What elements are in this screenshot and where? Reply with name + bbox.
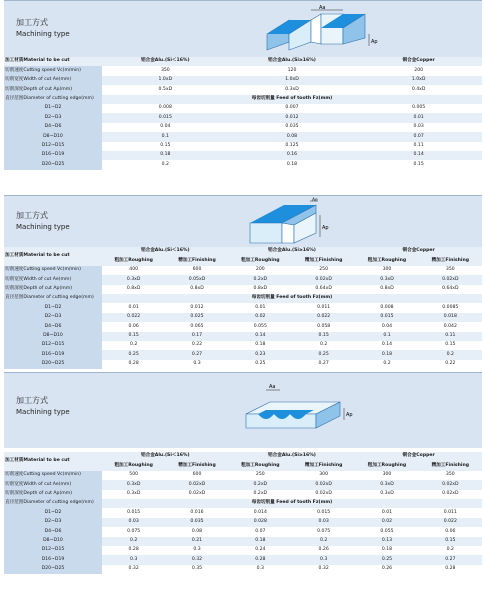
feed-value: 0.21 — [165, 537, 228, 546]
diagram-label-ap: Ap — [371, 39, 378, 45]
feed-value: 0.03 — [292, 518, 355, 527]
param-value: 0.8xD — [380, 285, 394, 291]
param-value: 0.02xD — [315, 490, 332, 496]
feed-value: 0.03 — [102, 518, 165, 527]
feed-value: 0.04 — [160, 124, 171, 130]
diameter-label: 直径范围Diameter of cutting edge(mm) — [4, 95, 102, 104]
diameter-range: D1~D2 — [4, 508, 102, 517]
feed-value: 0.07 — [255, 528, 266, 534]
feed-value: 0.3 — [292, 555, 355, 564]
feed-value: 0.015 — [355, 313, 418, 322]
section-1-title-cn: 加工方式 — [16, 18, 48, 27]
param-value: 1.0xD — [102, 76, 229, 85]
feed-value: 0.025 — [165, 313, 228, 322]
feed-value: 0.01 — [128, 304, 139, 310]
feed-value: 0.01 — [255, 304, 266, 310]
param-value: 0.8xD — [253, 285, 268, 291]
diameter-range: D16~D19 — [4, 555, 102, 564]
diameter-range: D8~D10 — [4, 132, 102, 141]
feed-value: 0.26 — [318, 547, 329, 553]
diameter-range: D12~D15 — [4, 341, 102, 350]
subhead-finishing: 精加工Finishing — [165, 256, 228, 265]
feed-value: 0.11 — [413, 142, 424, 148]
feed-value: 0.22 — [445, 361, 456, 367]
param-value: 0.2xD — [253, 490, 268, 496]
diameter-range: D4~D6 — [4, 123, 102, 132]
feed-value: 0.14 — [229, 332, 292, 341]
param-label: 切削深度Depth of cut Ap(mm) — [4, 285, 102, 294]
feed-value: 0.17 — [165, 332, 228, 341]
param-value: 500 — [129, 472, 139, 478]
feed-value: 0.18 — [229, 537, 292, 546]
feed-value: 0.26 — [381, 566, 393, 572]
feed-value: 0.28 — [128, 361, 139, 367]
feed-value: 0.32 — [318, 566, 329, 572]
subhead-finishing: 精加工Finishing — [419, 461, 482, 470]
subhead-finishing: 精加工Finishing — [165, 461, 228, 470]
material-col-2: 铝合金Alu.(Si≥16%) — [229, 247, 356, 256]
section-3 — [4, 372, 482, 601]
subhead-finishing: 精加工Finishing — [292, 256, 355, 265]
param-value: 0.8xD — [126, 285, 141, 291]
material-col-3: 铜合金Copper — [355, 57, 482, 66]
param-value: 0.3xD — [285, 86, 299, 92]
feed-value: 0.058 — [317, 323, 331, 329]
feed-value: 0.042 — [443, 323, 457, 329]
param-value: 0.4xD — [411, 86, 426, 92]
param-value: 1.0xD — [229, 76, 356, 85]
feed-value: 0.035 — [285, 124, 299, 130]
param-value: 0.5xD — [158, 86, 173, 92]
diameter-range: D2~D3 — [4, 518, 102, 527]
feed-value: 0.3 — [193, 361, 201, 367]
section-3-title-cn: 加工方式 — [16, 396, 48, 405]
section-3-title-en: Machining type — [16, 408, 70, 416]
diagram-label-ae: Ae — [312, 198, 318, 203]
feed-value: 0.25 — [355, 555, 418, 564]
section-2-title-cn: 加工方式 — [16, 211, 48, 220]
section-1-table — [4, 57, 482, 170]
feed-value: 0.13 — [355, 537, 418, 546]
feed-value: 0.03 — [413, 124, 424, 130]
section-2-table — [4, 247, 482, 369]
feed-value: 0.28 — [229, 555, 292, 564]
feed-value: 0.14 — [381, 342, 393, 348]
section-2 — [4, 195, 482, 368]
param-label: 切削宽度Width of cut Ae(mm) — [4, 275, 102, 284]
feed-value: 0.022 — [292, 313, 355, 322]
feed-value: 0.27 — [165, 350, 228, 359]
material-col-1: 铝合金Alu.(Si＜16%) — [102, 452, 229, 461]
feed-value: 0.28 — [128, 547, 139, 553]
side-milling-diagram — [244, 197, 354, 247]
param-value: 0.2xD — [229, 275, 292, 284]
diameter-range: D2~D3 — [4, 313, 102, 322]
feed-value: 0.3 — [102, 555, 165, 564]
subhead-finishing: 精加工Finishing — [292, 461, 355, 470]
material-col-3: 铜合金Copper — [355, 247, 482, 256]
feed-value: 0.27 — [419, 555, 482, 564]
diameter-range: D16~D19 — [4, 350, 102, 359]
param-value: 300 — [319, 472, 329, 478]
feed-value: 0.1 — [355, 332, 418, 341]
feed-value: 0.32 — [128, 566, 139, 572]
param-value: 0.3xD — [102, 480, 165, 489]
material-col-1: 铝合金Alu.(Si＜16%) — [102, 247, 229, 256]
feed-value: 0.012 — [190, 304, 204, 310]
feed-value: 0.24 — [255, 547, 266, 553]
section-3-header — [4, 372, 482, 448]
feed-value: 0.015 — [127, 509, 141, 515]
feed-value: 0.08 — [229, 132, 356, 141]
feed-value: 0.15 — [413, 161, 424, 167]
feed-value: 0.022 — [419, 518, 482, 527]
feed-value: 0.065 — [190, 323, 204, 329]
param-value: 0.3xD — [126, 490, 141, 496]
diagram-label-ap: Ap — [346, 412, 353, 418]
feed-value: 0.075 — [127, 528, 141, 534]
diameter-label: 直径范围Diameter of cutting edge(mm) — [4, 294, 102, 303]
param-label: 切削深度Depth of cut Ap(mm) — [4, 490, 102, 499]
feed-value: 0.2 — [383, 361, 391, 367]
material-label: 加工材质Material to be cut — [4, 57, 102, 66]
diameter-range: D16~D19 — [4, 151, 102, 160]
feed-value: 0.3 — [193, 547, 201, 553]
feed-value: 0.18 — [255, 342, 266, 348]
param-value: 250 — [255, 472, 265, 478]
grooving-diagram — [240, 376, 360, 446]
feed-value: 0.25 — [102, 350, 165, 359]
feed-value: 0.012 — [229, 113, 356, 122]
section-1-header — [4, 0, 482, 58]
feed-value: 0.22 — [191, 342, 203, 348]
param-label: 切削速度Cutting speed Vc(m/min) — [4, 66, 102, 75]
diameter-range: D1~D2 — [4, 303, 102, 312]
feed-value: 0.18 — [355, 350, 418, 359]
feed-value: 0.005 — [412, 105, 426, 111]
param-value: 200 — [414, 67, 424, 73]
param-value: 0.3xD — [355, 275, 418, 284]
feed-value: 0.015 — [317, 509, 331, 515]
subhead-roughing: 粗加工Roughing — [355, 256, 418, 265]
feed-value: 0.2 — [130, 342, 138, 348]
param-label: 切削宽度Width of cut Ae(mm) — [4, 76, 102, 85]
feed-value: 0.16 — [229, 151, 356, 160]
subhead-roughing: 粗加工Roughing — [355, 461, 418, 470]
param-value: 0.8xD — [190, 285, 204, 291]
diagram-label-ap: Ap — [322, 225, 329, 231]
feed-value: 0.32 — [165, 555, 228, 564]
param-value: 250 — [319, 267, 329, 273]
param-value: 0.3xD — [380, 490, 394, 496]
param-value: 200 — [255, 267, 265, 273]
feed-value: 0.3 — [256, 566, 264, 572]
param-label: 切削深度Depth of cut Ap(mm) — [4, 85, 102, 94]
param-value: 1.0xD — [355, 76, 482, 85]
feed-value: 0.028 — [229, 518, 292, 527]
param-value: 350 — [445, 472, 455, 478]
material-col-3: 铜合金Copper — [355, 452, 482, 461]
diameter-range: D12~D15 — [4, 142, 102, 151]
diameter-range: D12~D15 — [4, 546, 102, 555]
section-1-title-en: Machining type — [16, 30, 70, 38]
feed-value: 0.04 — [381, 323, 393, 329]
param-label: 切削宽度Width of cut Ae(mm) — [4, 480, 102, 489]
param-value: 350 — [445, 267, 455, 273]
material-col-2: 铝合金Alu.(Si≥16%) — [229, 452, 356, 461]
feed-value: 0.06 — [128, 323, 139, 329]
param-value: 120 — [287, 67, 297, 73]
section-2-title-en: Machining type — [16, 223, 70, 231]
feed-value: 0.35 — [191, 566, 203, 572]
feed-label: 每齿切削量 Feed of tooth Fz(mm) — [102, 499, 482, 508]
feed-value: 0.15 — [102, 332, 165, 341]
param-value: 0.64xD — [442, 285, 459, 291]
feed-value: 0.01 — [381, 509, 393, 515]
param-value: 400 — [129, 267, 139, 273]
subhead-roughing: 粗加工Roughing — [102, 256, 165, 265]
subhead-roughing: 粗加工Roughing — [229, 461, 292, 470]
feed-value: 0.2 — [419, 350, 482, 359]
diagram-label-aa: Aa — [319, 5, 326, 11]
param-value: 0.2xD — [229, 480, 292, 489]
param-value: 0.02xD — [188, 490, 206, 496]
feed-value: 0.022 — [102, 313, 165, 322]
feed-value: 0.016 — [190, 509, 204, 515]
feed-value: 0.007 — [285, 105, 299, 111]
param-value: 0.02xD — [165, 480, 228, 489]
feed-value: 0.0085 — [442, 304, 459, 310]
diameter-label: 直径范围Diameter of cutting edge(mm) — [4, 499, 102, 508]
feed-value: 0.15 — [419, 537, 482, 546]
feed-value: 0.08 — [191, 528, 203, 534]
param-value: 0.3xD — [355, 480, 418, 489]
feed-value: 0.075 — [317, 528, 331, 534]
feed-value: 0.2 — [446, 547, 454, 553]
feed-value: 0.035 — [165, 518, 228, 527]
feed-value: 0.011 — [317, 304, 331, 310]
feed-value: 0.02 — [355, 518, 418, 527]
feed-value: 0.2 — [161, 161, 169, 167]
feed-value: 0.2 — [319, 342, 328, 348]
feed-value: 0.18 — [102, 151, 229, 160]
feed-value: 0.018 — [419, 313, 482, 322]
section-2-header — [4, 195, 482, 248]
feed-value: 0.27 — [318, 361, 329, 367]
param-value: 0.05xD — [165, 275, 228, 284]
diameter-range: D2~D3 — [4, 113, 102, 122]
param-label: 切削速度Cutting speed Vc(m/min) — [4, 471, 102, 480]
material-label: 加工材质Material to be cut — [4, 247, 102, 266]
diameter-range: D20~D25 — [4, 360, 102, 369]
param-value: 0.02xD — [419, 275, 482, 284]
section-1 — [4, 0, 482, 193]
param-value: 600 — [192, 472, 202, 478]
param-value: 0.02xD — [292, 275, 355, 284]
diameter-range: D4~D6 — [4, 322, 102, 331]
diameter-range: D20~D25 — [4, 565, 102, 574]
feed-value: 0.008 — [158, 105, 172, 111]
feed-value: 0.06 — [445, 528, 456, 534]
param-value: 300 — [382, 472, 392, 478]
subhead-roughing: 粗加工Roughing — [102, 461, 165, 470]
diameter-range: D8~D10 — [4, 537, 102, 546]
param-value: 600 — [192, 267, 202, 273]
feed-value: 0.15 — [445, 342, 456, 348]
feed-value: 0.18 — [381, 547, 393, 553]
feed-value: 0.055 — [253, 323, 267, 329]
feed-value: 0.28 — [445, 566, 456, 572]
feed-value: 0.07 — [355, 132, 482, 141]
feed-value: 0.2 — [102, 537, 165, 546]
diameter-range: D8~D10 — [4, 332, 102, 341]
feed-value: 0.11 — [419, 332, 482, 341]
feed-value: 0.01 — [355, 113, 482, 122]
param-value: 0.02xD — [442, 490, 459, 496]
slotting-diagram — [259, 4, 409, 54]
feed-value: 0.25 — [292, 350, 355, 359]
feed-value: 0.15 — [160, 142, 171, 148]
feed-value: 0.1 — [102, 132, 229, 141]
feed-value: 0.23 — [229, 350, 292, 359]
param-label: 切削速度Cutting speed Vc(m/min) — [4, 266, 102, 275]
feed-value: 0.008 — [380, 304, 394, 310]
feed-value: 0.015 — [102, 113, 229, 122]
diameter-range: D20~D25 — [4, 160, 102, 169]
feed-label: 每齿切削量 Feed of tooth Fz(mm) — [102, 294, 482, 303]
param-value: 300 — [382, 267, 392, 273]
feed-value: 0.011 — [443, 509, 457, 515]
param-value: 0.64xD — [315, 285, 332, 291]
diameter-range: D1~D2 — [4, 104, 102, 113]
feed-value: 0.18 — [286, 161, 298, 167]
subhead-roughing: 粗加工Roughing — [229, 256, 292, 265]
feed-value: 0.014 — [253, 509, 267, 515]
feed-value: 0.125 — [285, 142, 299, 148]
param-value: 350 — [160, 67, 170, 73]
material-col-1: 铝合金Alu.(Si＜16%) — [102, 57, 229, 66]
feed-value: 0.02 — [229, 313, 292, 322]
diagram-label-aa: Aa — [269, 384, 276, 390]
subhead-finishing: 精加工Finishing — [419, 256, 482, 265]
diameter-range: D4~D6 — [4, 527, 102, 536]
feed-value: 0.25 — [255, 361, 266, 367]
material-label: 加工材质Material to be cut — [4, 452, 102, 471]
feed-value: 0.14 — [355, 151, 482, 160]
feed-label: 每齿切削量 Feed of tooth Fz(mm) — [102, 95, 482, 104]
feed-value: 0.2 — [292, 537, 355, 546]
section-3-table — [4, 452, 482, 574]
feed-value: 0.055 — [380, 528, 394, 534]
param-value: 0.3xD — [102, 275, 165, 284]
feed-value: 0.15 — [292, 332, 355, 341]
param-value: 0.02xD — [419, 480, 482, 489]
param-value: 0.02xD — [292, 480, 355, 489]
material-col-2: 铝合金Alu.(Si≥16%) — [229, 57, 356, 66]
